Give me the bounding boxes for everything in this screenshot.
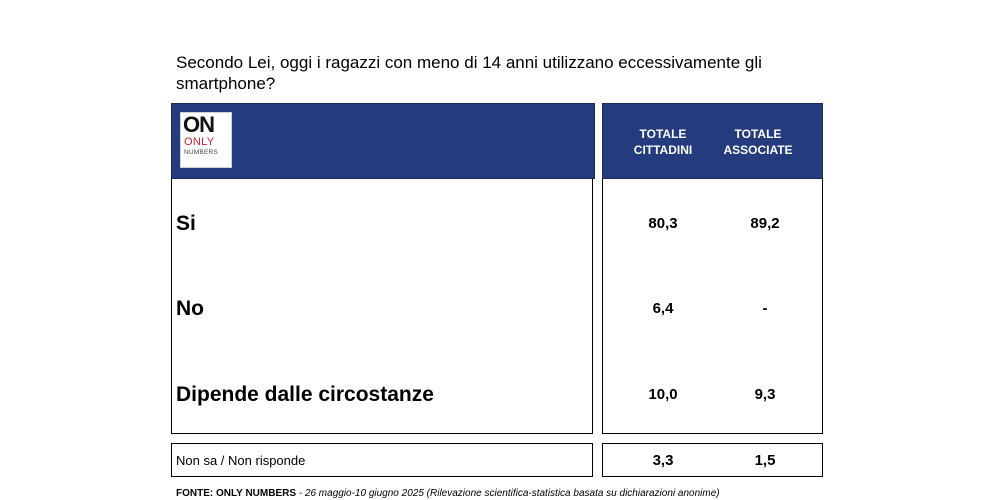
table-body-labels: [171, 178, 593, 434]
logo-text-only: ONLY: [184, 136, 215, 148]
question-title: Secondo Lei, oggi i ragazzi con meno di 14 anni utilizzano eccessivamente gli smartphone?: [176, 53, 762, 93]
table-footer-label-cell: [171, 443, 593, 477]
table-header-right: [602, 103, 823, 179]
value-si-cittadini: 80,3: [648, 215, 678, 232]
row-label-dipende: Dipende dalle circostanze: [176, 383, 434, 406]
value-dipende-associate: 9,3: [754, 386, 776, 403]
value-non-sa-cittadini: 3,3: [652, 452, 674, 469]
logo-text-numbers: NUMBERS: [184, 149, 218, 156]
source-note: FONTE: ONLY NUMBERS - 26 maggio-10 giugno 2025 (Rilevazione scientifica-statistica basata su dichiarazioni anonime): [176, 488, 720, 499]
table-footer-values-cell: [602, 443, 823, 477]
column-header-cittadini: TOTALE CITTADINI: [633, 127, 693, 157]
value-si-associate: 89,2: [750, 215, 780, 232]
only-numbers-logo: [180, 112, 232, 168]
value-no-associate: -: [762, 300, 768, 317]
row-label-non-sa: Non sa / Non risponde: [176, 453, 306, 468]
column-header-associate: TOTALE ASSOCIATE: [723, 127, 793, 157]
table-body-values: [602, 178, 823, 434]
table-header-left: [171, 103, 595, 179]
logo-mark: ON: [183, 112, 214, 137]
value-no-cittadini: 6,4: [652, 300, 674, 317]
value-non-sa-associate: 1,5: [754, 452, 776, 469]
row-label-no: No: [176, 297, 204, 320]
value-dipende-cittadini: 10,0: [648, 386, 678, 403]
row-label-si: Si: [176, 212, 196, 235]
